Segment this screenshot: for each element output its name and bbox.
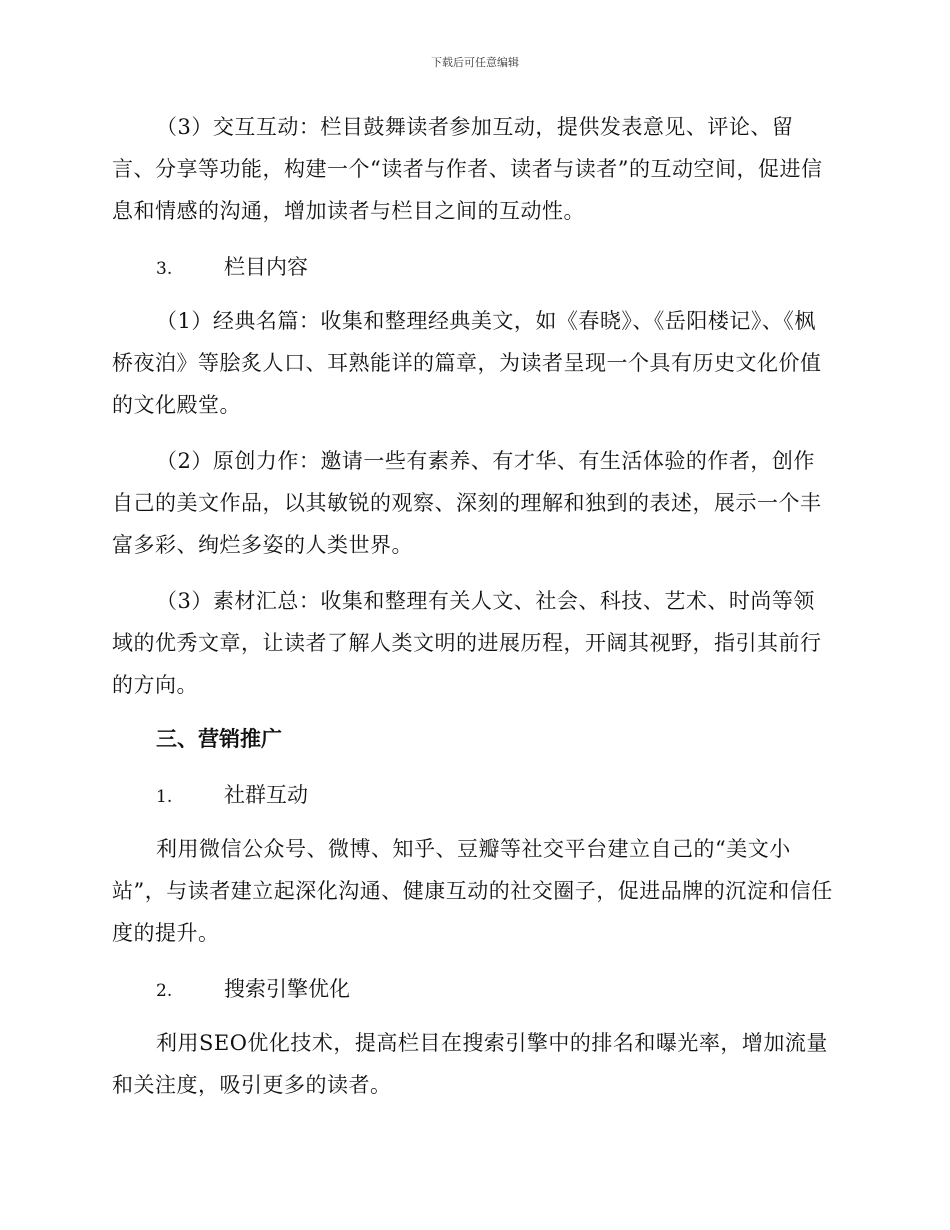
paragraph-community: 利用微信公众号、微博、知乎、豆瓣等社交平台建立自己的“美文小站”，与读者建立起深化沟通、健康互动的社交圈子，促进品牌的沉淀和信任度的提升。 — [112, 837, 833, 945]
heading-text: 搜索引擎优化 — [224, 977, 350, 1001]
heading-text: 栏目内容 — [224, 255, 308, 279]
page-header: 下载后可任意编辑 — [431, 56, 519, 69]
heading-number: 2. — [156, 981, 173, 1001]
heading-number: 3. — [156, 259, 173, 279]
paragraph-classics: （1）经典名篇：收集和整理经典美文，如《春晓》、《岳阳楼记》、《枫桥夜泊》等脍炙人口、耳熟能详的篇章，为读者呈现一个具有历史文化价值的文化殿堂。 — [112, 309, 822, 417]
heading-seo — [156, 968, 350, 1012]
heading-community — [156, 774, 308, 818]
heading-text: 社群互动 — [224, 783, 308, 807]
heading-number: 1. — [156, 787, 173, 807]
section-heading-marketing: 三、营销推广 — [156, 727, 282, 751]
paragraph-materials: （3）素材汇总：收集和整理有关人文、社会、科技、艺术、时尚等领域的优秀文章，让读者了解人类文明的进展历程，开阔其视野，指引其前行的方向。 — [112, 589, 822, 697]
paragraph-interaction: （3）交互互动：栏目鼓舞读者参加互动，提供发表意见、评论、留言、分享等功能，构建一个“读者与作者、读者与读者”的互动空间，促进信息和情感的沟通，增加读者与栏目之间的互动性。 — [112, 115, 823, 223]
paragraph-original-works: （2）原创力作：邀请一些有素养、有才华、有生活体验的作者，创作自己的美文作品，以其敏锐的观察、深刻的理解和独到的表述，展示一个丰富多彩、绚烂多姿的人类世界。 — [112, 449, 822, 557]
heading-column-content — [156, 246, 308, 290]
paragraph-seo: 利用SEO优化技术，提高栏目在搜索引擎中的排名和曝光率，增加流量和关注度，吸引更多的读者。 — [112, 1031, 828, 1097]
